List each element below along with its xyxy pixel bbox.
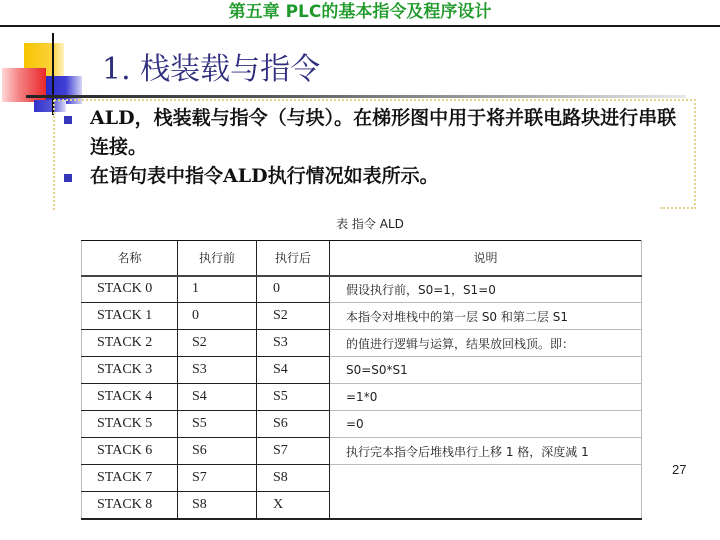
cell-description: 假设执行前，S0=1，S1=0	[330, 276, 642, 303]
bullet-item	[64, 162, 694, 191]
cell-before: S2	[178, 330, 257, 357]
cell-name: STACK 3	[82, 357, 178, 384]
bullet-text: 在语句表中指令ALD执行情况如表所示。	[90, 165, 439, 187]
cell-description	[330, 465, 642, 492]
square-bullet-icon	[64, 174, 72, 182]
cell-after: S3	[257, 330, 330, 357]
cell-description: =0	[330, 411, 642, 438]
cell-before: S5	[178, 411, 257, 438]
header-name: 名称	[82, 241, 178, 276]
cell-before: 0	[178, 303, 257, 330]
table-row	[82, 276, 642, 303]
chapter-header: 第五章 PLC的基本指令及程序设计	[228, 2, 492, 22]
square-bullet-icon	[64, 116, 72, 124]
cell-name: STACK 6	[82, 438, 178, 465]
page-number: 27	[672, 462, 687, 477]
cell-description: =1*0	[330, 384, 642, 411]
cell-after: S5	[257, 384, 330, 411]
cell-before: S8	[178, 492, 257, 519]
cell-after: S7	[257, 438, 330, 465]
table-row	[82, 438, 642, 465]
content-dotted-frame-corner	[660, 207, 696, 209]
cell-after: S2	[257, 303, 330, 330]
cell-before: 1	[178, 276, 257, 303]
cell-name: STACK 4	[82, 384, 178, 411]
cell-description: 执行完本指令后堆栈串行上移 1 格，深度减 1	[330, 438, 642, 465]
cell-after: S8	[257, 465, 330, 492]
table-caption: 表 指令 ALD	[336, 217, 404, 231]
content-dotted-frame-left	[53, 100, 55, 210]
header-after: 执行后	[257, 241, 330, 276]
cell-before: S3	[178, 357, 257, 384]
table-row	[82, 384, 642, 411]
table-row	[82, 492, 642, 519]
table-header-row	[82, 241, 642, 276]
cell-name: STACK 2	[82, 330, 178, 357]
cell-description: 本指令对堆栈中的第一层 S0 和第二层 S1	[330, 303, 642, 330]
cell-description: 的值进行逻辑与运算，结果放回栈顶。即：	[330, 330, 642, 357]
bullet-text: ALD，栈装载与指令（与块）。在梯形图中用于将并联电路块进行串联连接。	[90, 107, 677, 158]
cell-name: STACK 8	[82, 492, 178, 519]
bullet-item	[64, 104, 694, 162]
header-description: 说明	[330, 241, 642, 276]
cell-after: X	[257, 492, 330, 519]
slide-title: 1. 栈装载与指令	[102, 52, 321, 87]
cell-after: 0	[257, 276, 330, 303]
bullet-list	[64, 104, 694, 191]
title-underline	[26, 95, 686, 98]
cell-before: S6	[178, 438, 257, 465]
table-row	[82, 303, 642, 330]
cell-before: S7	[178, 465, 257, 492]
cell-name: STACK 5	[82, 411, 178, 438]
ald-table	[81, 240, 642, 520]
header-divider	[0, 25, 720, 27]
table-row	[82, 411, 642, 438]
cell-name: STACK 7	[82, 465, 178, 492]
cell-name: STACK 0	[82, 276, 178, 303]
cell-name: STACK 1	[82, 303, 178, 330]
table-row	[82, 465, 642, 492]
header-before: 执行前	[178, 241, 257, 276]
cell-before: S4	[178, 384, 257, 411]
table-row	[82, 330, 642, 357]
cell-description: S0=S0*S1	[330, 357, 642, 384]
cell-after: S6	[257, 411, 330, 438]
cell-description	[330, 492, 642, 519]
cell-after: S4	[257, 357, 330, 384]
table-row	[82, 357, 642, 384]
